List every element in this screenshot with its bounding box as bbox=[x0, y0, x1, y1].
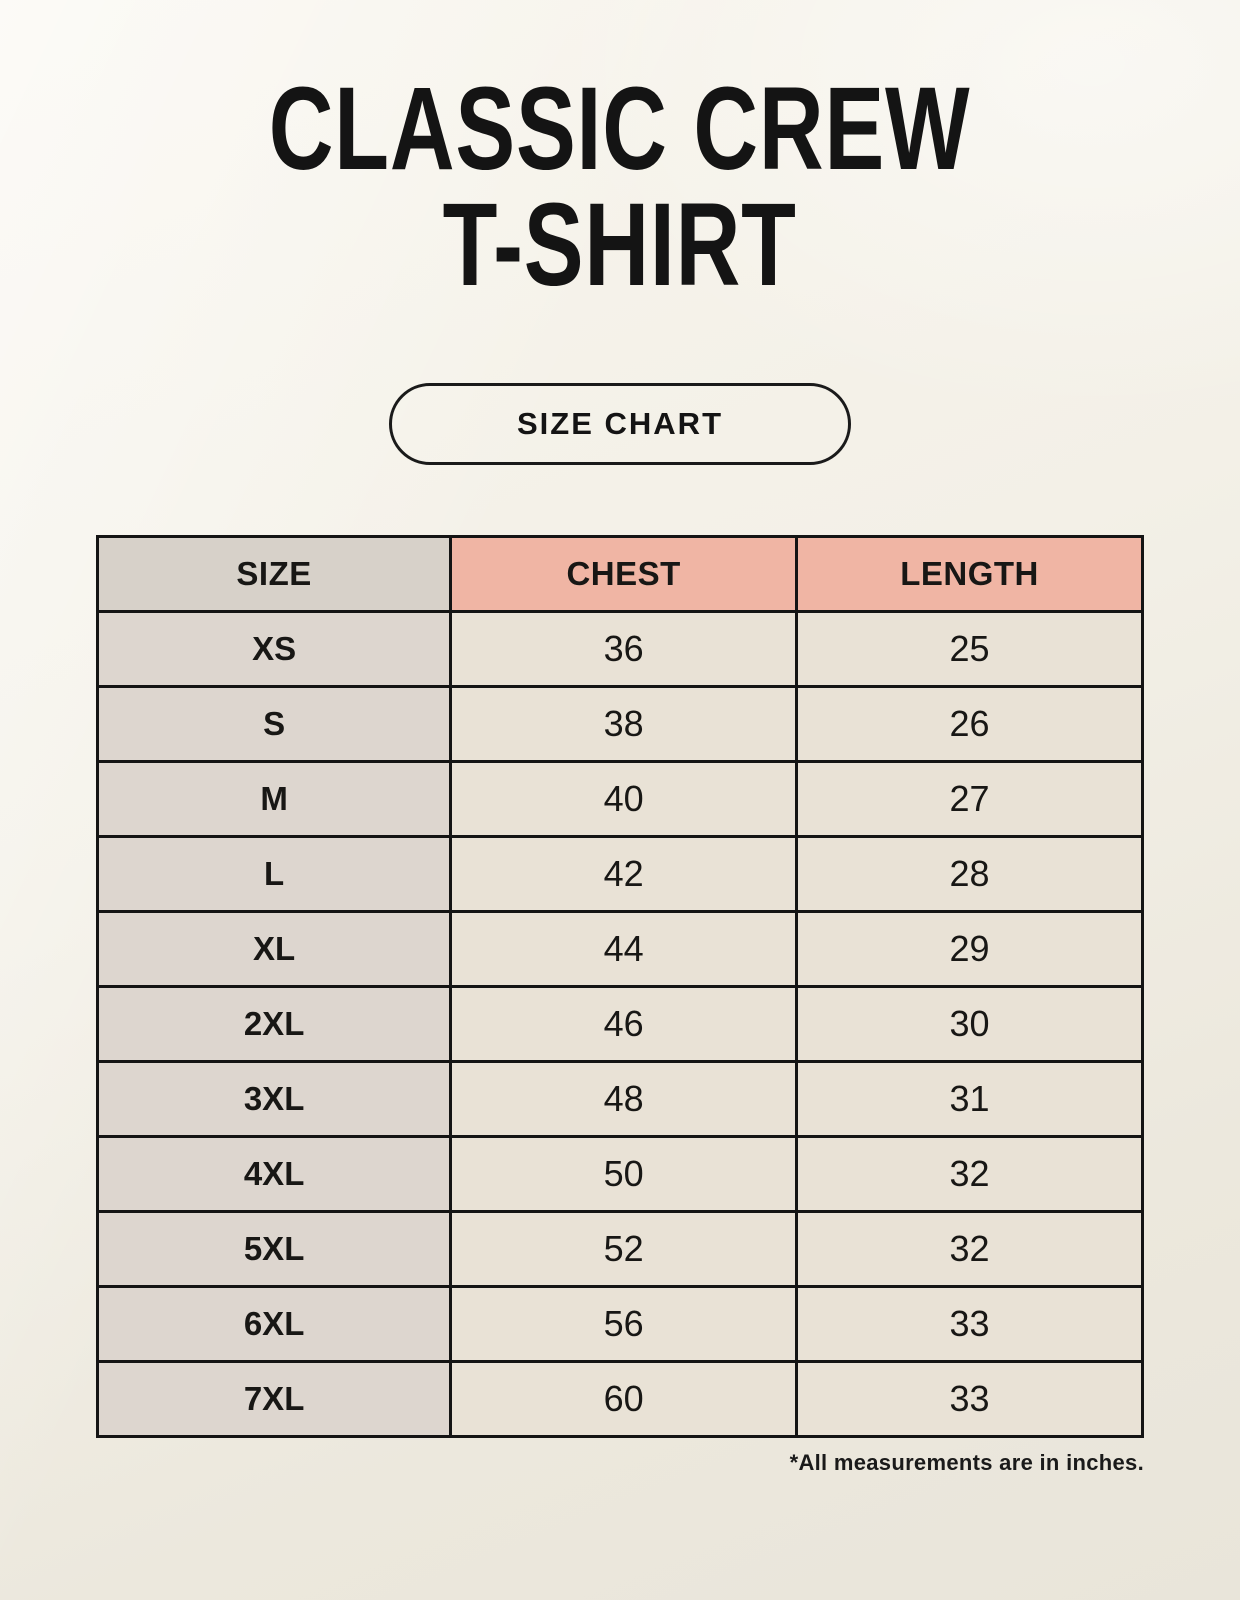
length-cell: 33 bbox=[797, 1362, 1143, 1437]
chest-cell: 48 bbox=[451, 1062, 797, 1137]
table-row bbox=[98, 1062, 1143, 1137]
chest-cell: 60 bbox=[451, 1362, 797, 1437]
length-cell: 32 bbox=[797, 1212, 1143, 1287]
chest-cell: 36 bbox=[451, 612, 797, 687]
size-chart-button-label: SIZE CHART bbox=[517, 406, 723, 442]
table-row bbox=[98, 1362, 1143, 1437]
size-table bbox=[96, 535, 1144, 1438]
length-cell: 30 bbox=[797, 987, 1143, 1062]
table-row bbox=[98, 1137, 1143, 1212]
chest-cell: 44 bbox=[451, 912, 797, 987]
size-cell: 6XL bbox=[98, 1287, 451, 1362]
length-cell: 33 bbox=[797, 1287, 1143, 1362]
chest-cell: 46 bbox=[451, 987, 797, 1062]
table-row bbox=[98, 1287, 1143, 1362]
length-cell: 27 bbox=[797, 762, 1143, 837]
chest-cell: 40 bbox=[451, 762, 797, 837]
measurements-note: *All measurements are in inches. bbox=[789, 1450, 1144, 1476]
size-table-container bbox=[96, 535, 1144, 1438]
size-cell: S bbox=[98, 687, 451, 762]
chest-cell: 50 bbox=[451, 1137, 797, 1212]
chest-cell: 38 bbox=[451, 687, 797, 762]
header-length: LENGTH bbox=[797, 537, 1143, 612]
table-row bbox=[98, 912, 1143, 987]
page-title-text bbox=[269, 63, 971, 311]
length-cell: 25 bbox=[797, 612, 1143, 687]
size-chart-button[interactable] bbox=[389, 383, 851, 465]
size-cell: 4XL bbox=[98, 1137, 451, 1212]
size-cell: XS bbox=[98, 612, 451, 687]
size-cell: M bbox=[98, 762, 451, 837]
title-line-2: T-SHIRT bbox=[442, 178, 798, 311]
length-cell: 28 bbox=[797, 837, 1143, 912]
title-line-1: CLASSIC CREW bbox=[269, 63, 971, 195]
header-chest: CHEST bbox=[451, 537, 797, 612]
size-cell: 3XL bbox=[98, 1062, 451, 1137]
table-row bbox=[98, 1212, 1143, 1287]
length-cell: 32 bbox=[797, 1137, 1143, 1212]
table-row bbox=[98, 837, 1143, 912]
length-cell: 26 bbox=[797, 687, 1143, 762]
length-cell: 31 bbox=[797, 1062, 1143, 1137]
size-cell: XL bbox=[98, 912, 451, 987]
table-row bbox=[98, 987, 1143, 1062]
size-cell: 2XL bbox=[98, 987, 451, 1062]
header-size: SIZE bbox=[98, 537, 451, 612]
size-cell: 5XL bbox=[98, 1212, 451, 1287]
page-title bbox=[158, 63, 1081, 311]
table-row bbox=[98, 687, 1143, 762]
chest-cell: 56 bbox=[451, 1287, 797, 1362]
table-row bbox=[98, 612, 1143, 687]
table-row bbox=[98, 762, 1143, 837]
size-cell: L bbox=[98, 837, 451, 912]
size-cell: 7XL bbox=[98, 1362, 451, 1437]
length-cell: 29 bbox=[797, 912, 1143, 987]
chest-cell: 42 bbox=[451, 837, 797, 912]
header-row bbox=[98, 537, 1143, 612]
chest-cell: 52 bbox=[451, 1212, 797, 1287]
